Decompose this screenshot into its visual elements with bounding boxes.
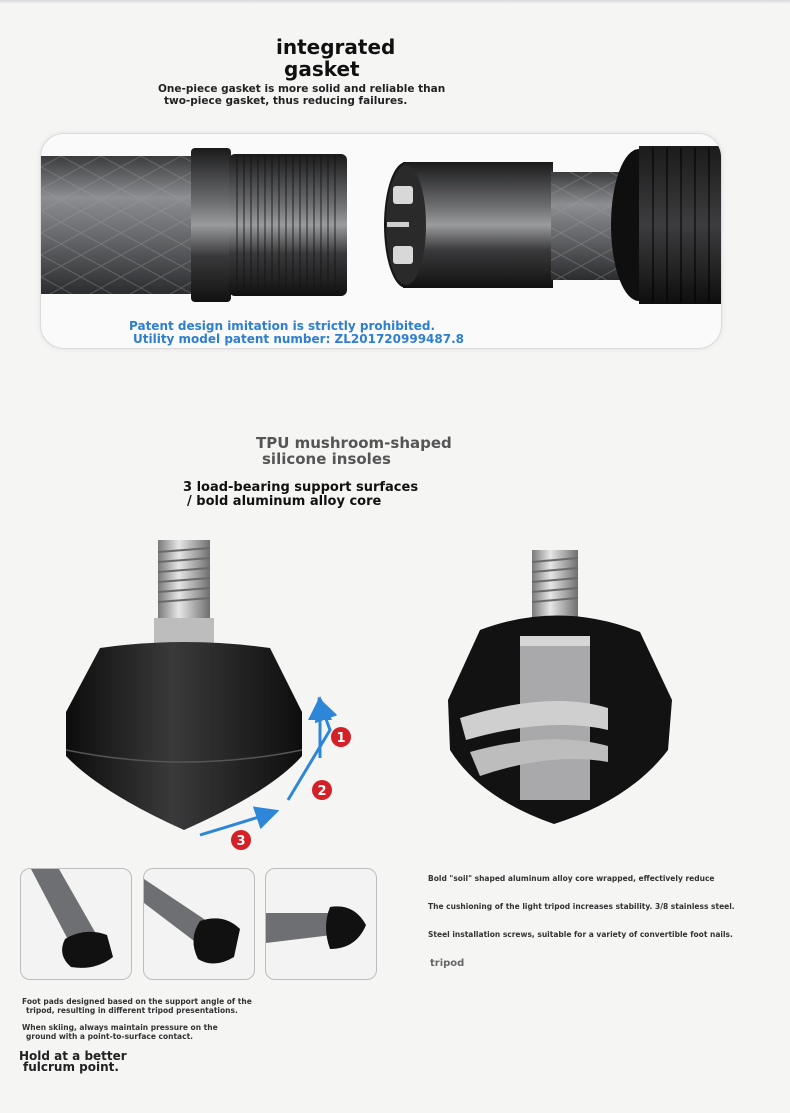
gasket-title-line1: integrated bbox=[276, 35, 396, 59]
foot-pad-illustration bbox=[40, 530, 380, 860]
footnote-1 bbox=[22, 997, 252, 1015]
marker-3-label: 3 bbox=[236, 834, 246, 849]
description-tripod: tripod bbox=[430, 958, 465, 969]
footnote-1-line2: tripod, resulting in different tripod presentations. bbox=[26, 1006, 238, 1015]
marker-1-label: 1 bbox=[336, 731, 346, 746]
footnote-1-line1: Foot pads designed based on the support angle of the bbox=[22, 997, 252, 1006]
gasket-subtitle-line1: One-piece gasket is more solid and reliable than bbox=[158, 83, 446, 95]
foot-pad-angle-2-image bbox=[144, 869, 254, 979]
insole-title-line2: silicone insoles bbox=[262, 450, 391, 468]
description-line-1: Bold "soil" shaped aluminum alloy core wrapped, effectively reduce bbox=[428, 874, 715, 883]
footnote-2-line2: ground with a point-to-surface contact. bbox=[26, 1032, 193, 1041]
foot-pad-angle-thumb-2 bbox=[143, 868, 255, 980]
fulcrum-note-line2: fulcrum point. bbox=[23, 1060, 119, 1074]
description-line-3: Steel installation screws, suitable for a variety of convertible foot nails. bbox=[428, 930, 733, 939]
top-border bbox=[0, 0, 790, 4]
foot-pad-cutaway-illustration bbox=[440, 540, 680, 830]
patent-line2: Utility model patent number: ZL201720999487.8 bbox=[133, 332, 465, 346]
gasket-photo-panel bbox=[40, 133, 722, 349]
insole-feature-line1: 3 load-bearing support surfaces bbox=[183, 480, 419, 495]
fulcrum-note-line1: Hold at a better bbox=[19, 1049, 127, 1063]
insole-feature-line2: / bold aluminum alloy core bbox=[187, 494, 382, 509]
marker-2-label: 2 bbox=[317, 784, 327, 799]
foot-pad-angle-1-image bbox=[21, 869, 131, 979]
gasket-subtitle bbox=[158, 83, 445, 107]
footnote-2-line1: When skiing, always maintain pressure on the bbox=[22, 1023, 218, 1032]
patent-notice bbox=[129, 320, 464, 346]
foot-pad-angle-thumb-1 bbox=[20, 868, 132, 980]
foot-pad-angle-thumb-3 bbox=[265, 868, 377, 980]
insole-title bbox=[256, 435, 452, 467]
gasket-photo bbox=[41, 134, 721, 348]
fulcrum-note bbox=[19, 1051, 127, 1073]
gasket-title bbox=[276, 36, 395, 80]
footnote-2 bbox=[22, 1023, 218, 1041]
foot-pad-angle-3-image bbox=[266, 869, 376, 979]
insole-title-line1: TPU mushroom-shaped bbox=[256, 434, 452, 452]
insole-features bbox=[183, 481, 418, 509]
gasket-title-line2: gasket bbox=[284, 57, 360, 81]
patent-line1: Patent design imitation is strictly prohibited. bbox=[129, 319, 436, 333]
gasket-subtitle-line2: two-piece gasket, thus reducing failures. bbox=[164, 95, 408, 107]
description-line-2: The cushioning of the light tripod increases stability. 3/8 stainless steel. bbox=[428, 902, 735, 911]
